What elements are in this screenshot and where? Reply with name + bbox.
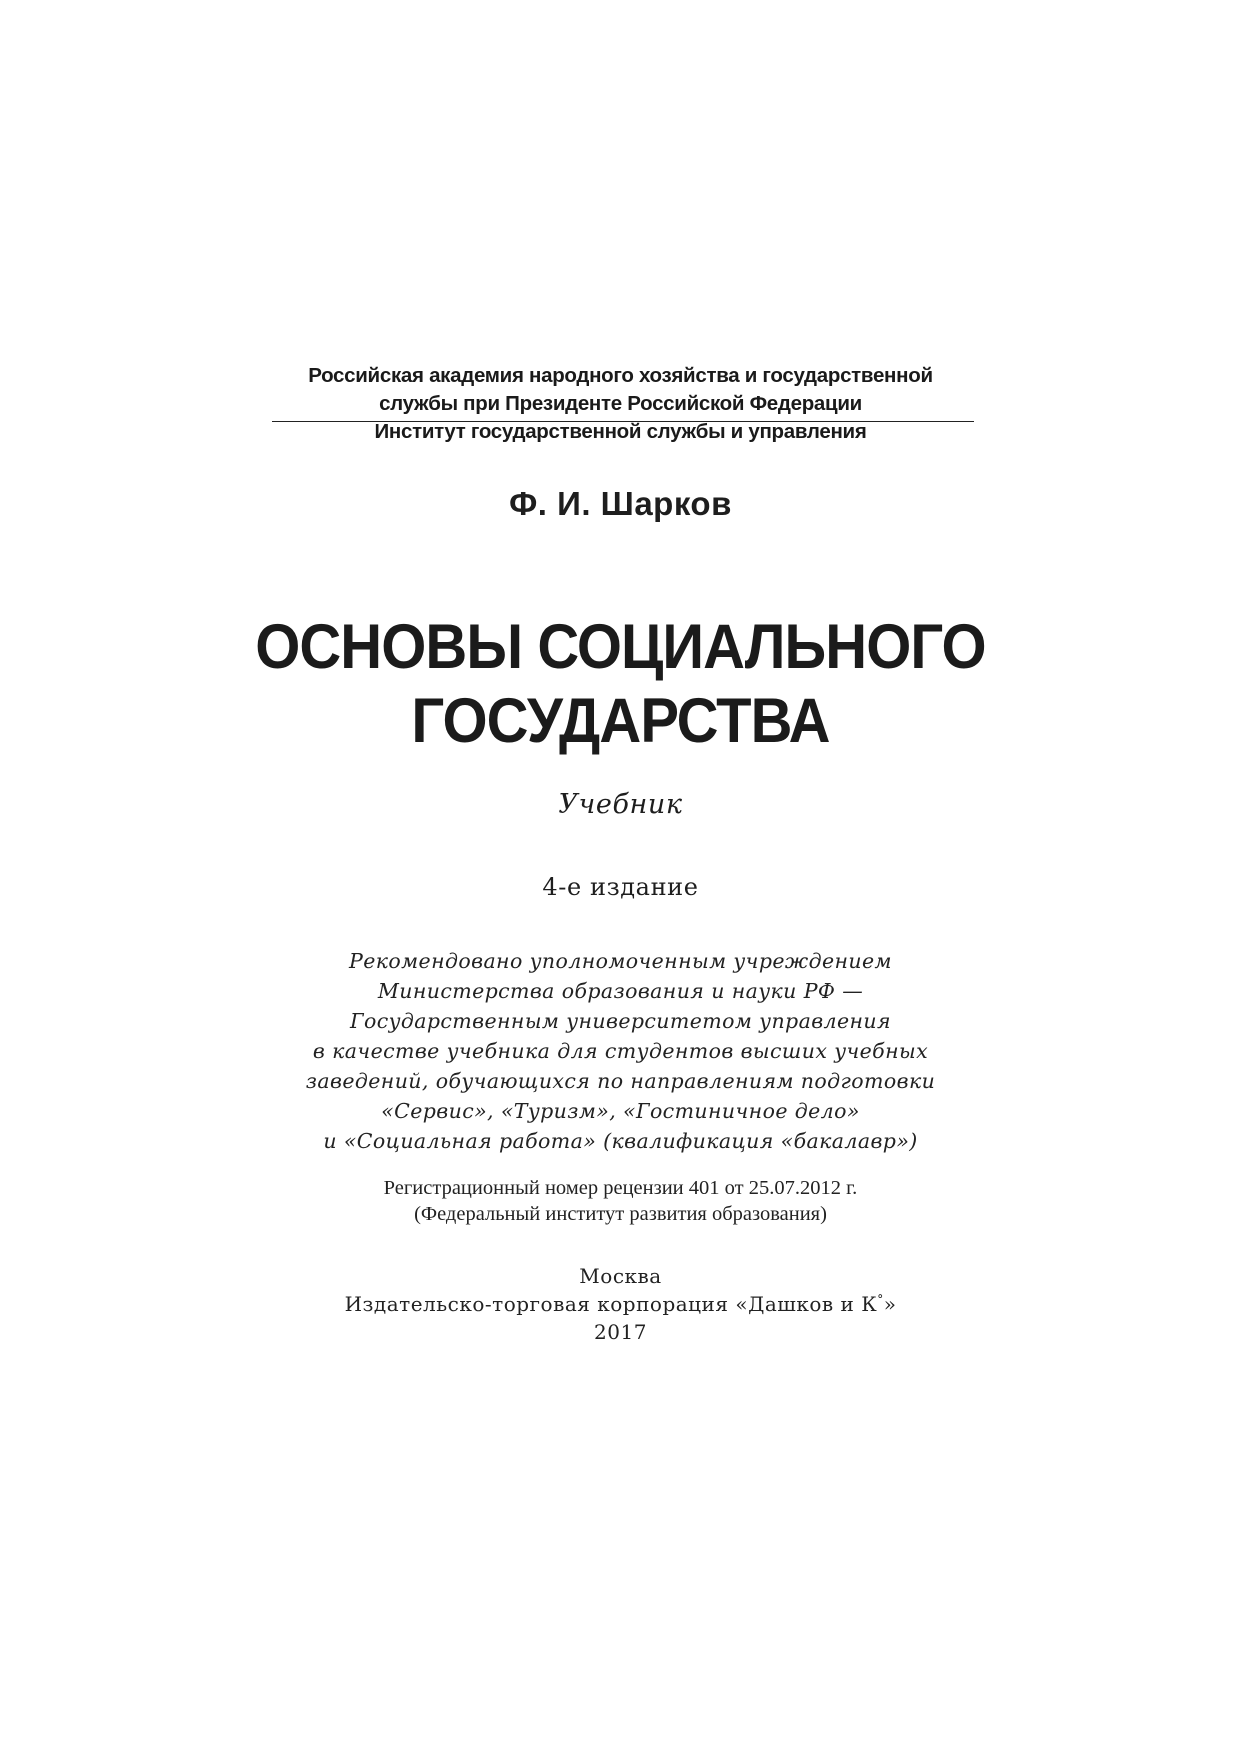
publisher-city: Москва bbox=[579, 1264, 662, 1288]
recommendation-line: заведений, обучающихся по направлениям подготовки bbox=[305, 1069, 936, 1093]
institution-line: Институт государственной службы и управления bbox=[374, 420, 867, 443]
publisher-info bbox=[0, 1262, 1241, 1346]
registration-line: Регистрационный номер рецензии 401 от 25.07.2012 г. bbox=[383, 1177, 858, 1199]
publisher-name-prefix: Издательско-торговая корпорация «Дашков и К bbox=[344, 1292, 878, 1316]
recommendation-line: Рекомендовано уполномоченным учреждением bbox=[349, 949, 892, 973]
institution-line: Российская академия народного хозяйства и государственной bbox=[308, 364, 933, 387]
book-title-line: ОСНОВЫ СОЦИАЛЬНОГО bbox=[255, 612, 986, 682]
recommendation-text bbox=[0, 946, 1241, 1156]
institution-line: службы при Президенте Российской Федерации bbox=[379, 392, 862, 415]
recommendation-line: в качестве учебника для студентов высших учебных bbox=[312, 1039, 929, 1063]
book-title-line: ГОСУДАРСТВА bbox=[411, 686, 830, 756]
institution-header bbox=[0, 362, 1241, 446]
header-divider bbox=[272, 421, 974, 422]
recommendation-line: и «Социальная работа» (квалификация «бакалавр») bbox=[323, 1129, 918, 1153]
publisher-name-suffix: » bbox=[883, 1292, 897, 1316]
recommendation-line: «Сервис», «Туризм», «Гостиничное дело» bbox=[381, 1099, 860, 1123]
recommendation-line: Государственным университетом управления bbox=[350, 1009, 891, 1033]
author-name: Ф. И. Шарков bbox=[509, 485, 732, 522]
recommendation-line: Министерства образования и науки РФ — bbox=[377, 979, 864, 1003]
publisher-name bbox=[0, 1290, 1241, 1318]
book-subtitle: Учебник bbox=[558, 789, 683, 820]
publisher-year: 2017 bbox=[594, 1320, 647, 1344]
book-title bbox=[50, 610, 1192, 758]
registration-info bbox=[0, 1175, 1241, 1227]
edition-label: 4-е издание bbox=[542, 873, 699, 901]
registration-line: (Федеральный институт развития образования) bbox=[414, 1203, 827, 1225]
publisher-name-sup: ° bbox=[877, 1292, 884, 1307]
